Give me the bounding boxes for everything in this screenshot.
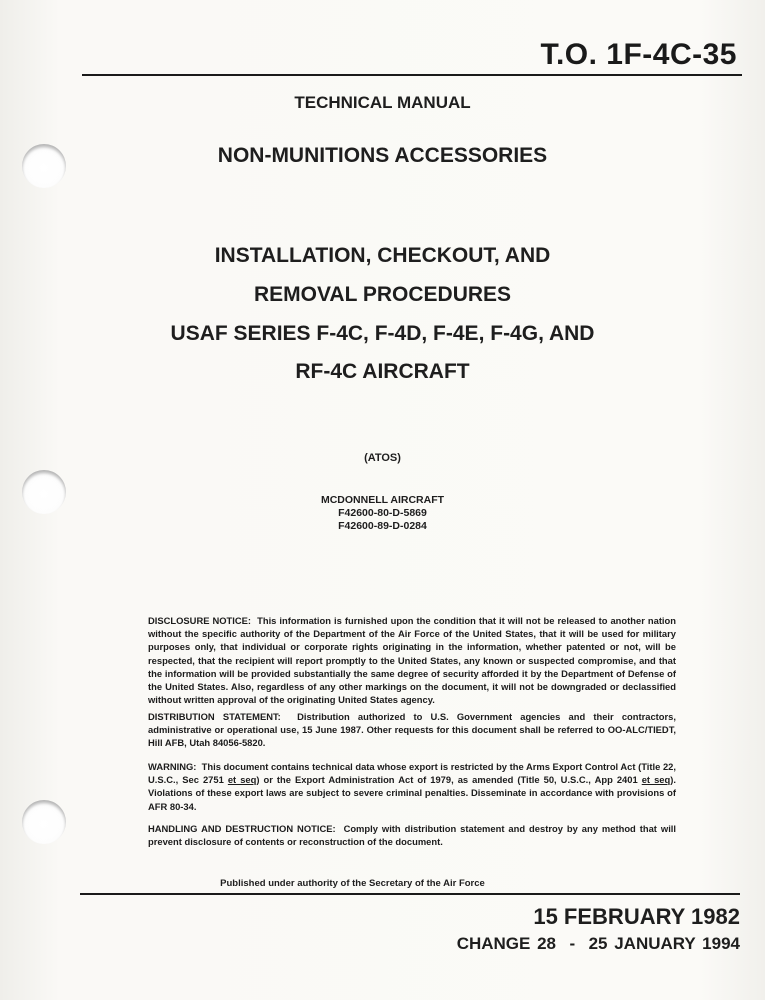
handling-destruction-notice	[148, 822, 676, 848]
disclosure-notice-text: This information is furnished upon the condition that it will not be released to another nation without the specific authority of the Department of the Air Force of the United States, that it will be used for military purposes only, that individual or corporate rights originating in the information, whether patented or not, will be respected, that the recipient will report promptly to the United States, any known or suspected compromise, and that the information will be provided substantially the same degree of security afforded it by the Department of Defense of the United States. Also, regardless of any other markings on the document, it will not be downgraded or declassified without written approval of the originating United States agency.	[148, 615, 676, 706]
system-code: (ATOS)	[364, 452, 401, 464]
contract-number-1: F42600-80-D-5869	[338, 507, 427, 519]
title-line-4: RF-4C AIRCRAFT	[295, 360, 470, 383]
binder-hole-bottom	[22, 800, 66, 844]
export-warning-text-1: This document contains technical data whose export is restricted by the Arms Export Control Act (Title 22, U.S.C., Sec 2751	[148, 761, 676, 786]
export-warning-et-seq-2: et seq	[641, 774, 671, 786]
handling-notice-text: Comply with distribution statement and destroy by any method that will prevent disclosure of contents or reconstruction of the document.	[148, 823, 677, 848]
distribution-statement-text: Distribution authorized to U.S. Government agencies and their contractors, administrative or operational use, 15 June 1987. Other requests for this document shall be referred to OO-ALC/TIEDT, Hill AFB, Utah 84056-5820.	[148, 711, 676, 749]
footer-rule	[80, 893, 740, 895]
change-number: CHANGE 28	[456, 934, 557, 953]
document-subject: NON-MUNITIONS ACCESSORIES	[217, 144, 548, 167]
title-line-3: USAF SERIES F-4C, F-4D, F-4E, F-4G, AND	[170, 322, 595, 345]
title-line-2: REMOVAL PROCEDURES	[253, 283, 512, 306]
distribution-statement	[148, 710, 676, 750]
export-warning	[148, 760, 676, 813]
document-type-label: TECHNICAL MANUAL	[294, 93, 471, 112]
export-warning-text-2: ) or the Export Administration Act of 1979, as amended (Title 50, U.S.C., App 2401	[256, 774, 642, 786]
title-line-1: INSTALLATION, CHECKOUT, AND	[214, 244, 551, 267]
change-separator: -	[556, 934, 589, 953]
disclosure-notice-label: DISCLOSURE NOTICE:	[148, 615, 252, 626]
contract-number-2: F42600-89-D-0284	[338, 520, 427, 532]
contractor-name: MCDONNELL AIRCRAFT	[320, 494, 445, 506]
export-warning-et-seq-1: et seq	[227, 774, 257, 786]
distribution-statement-label: DISTRIBUTION STATEMENT:	[148, 711, 281, 722]
to-number: T.O. 1F-4C-35	[540, 38, 737, 71]
base-date: 15 FEBRUARY 1982	[533, 904, 740, 929]
handling-notice-label: HANDLING AND DESTRUCTION NOTICE:	[148, 823, 336, 834]
disclosure-notice	[148, 614, 676, 706]
change-line	[457, 934, 740, 954]
export-warning-label: WARNING:	[148, 761, 197, 772]
header-rule	[82, 74, 742, 76]
export-warning-text-3: ). Violations of these export laws are subject to severe criminal penalties. Disseminate in accordance with provisions of AFR 80-34.	[148, 774, 676, 812]
publishing-authority: Published under authority of the Secretary of the Air Force	[220, 878, 485, 889]
change-date: 25 JANUARY 1994	[588, 934, 740, 953]
